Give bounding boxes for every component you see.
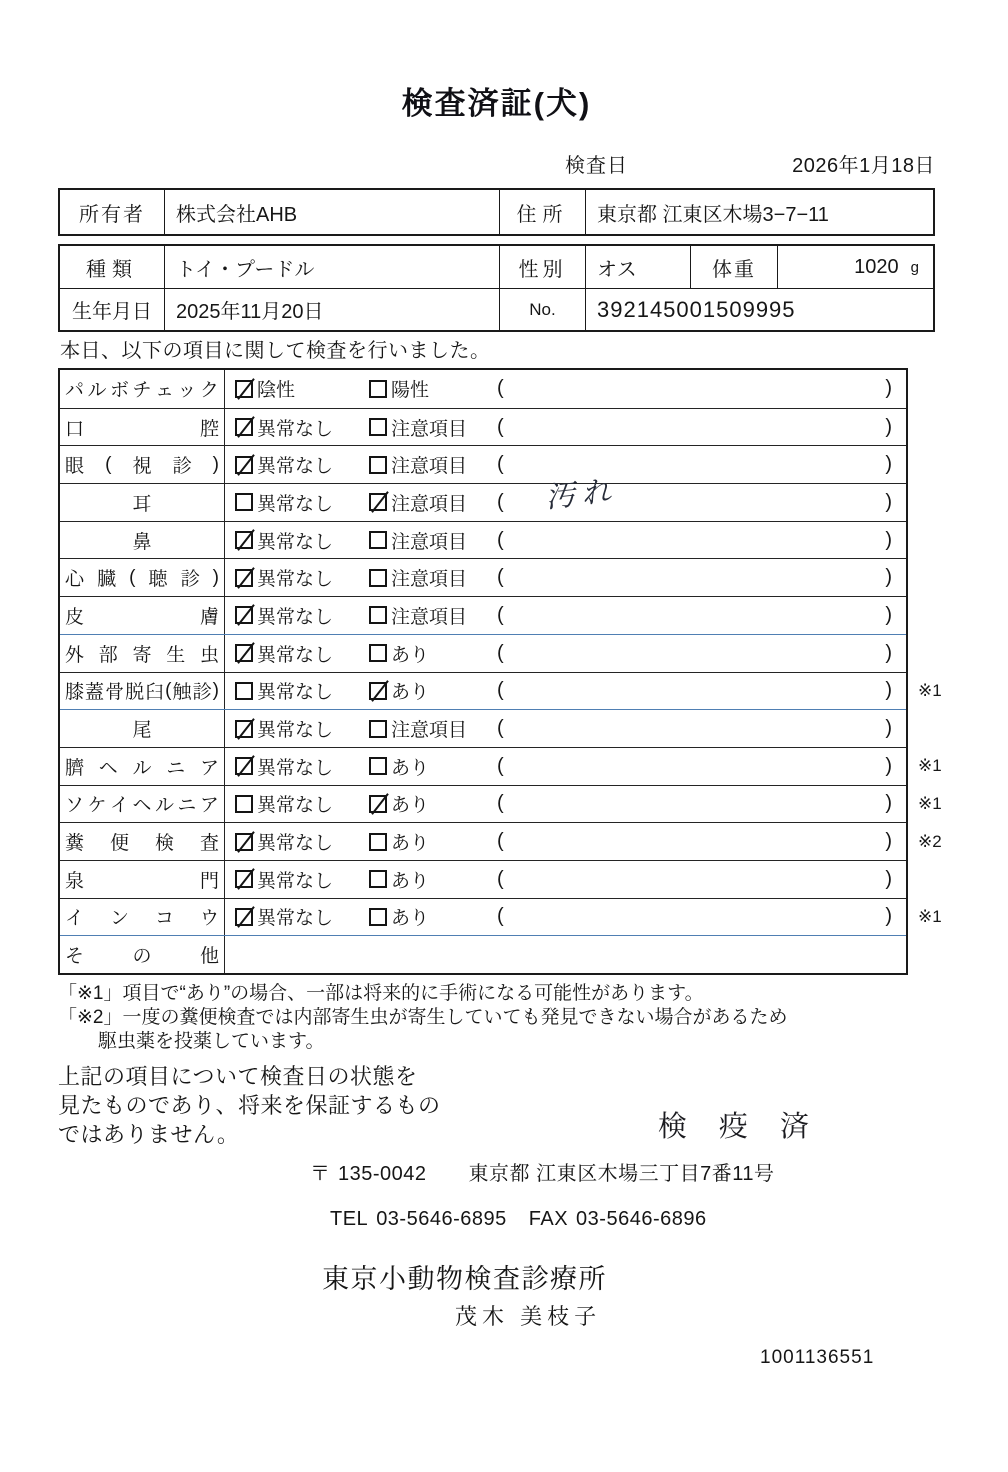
clinic-name: 東京小動物検査診療所: [322, 1264, 607, 1294]
exam-item-label: 泉 門: [60, 861, 225, 898]
serial-number: 1001136551: [760, 1347, 875, 1368]
note-paren-open: (: [497, 717, 504, 740]
option-label: 異常なし: [257, 493, 334, 515]
exam-option-1: [235, 564, 369, 591]
ref-mark: ※1: [918, 906, 942, 926]
disclaimer-line-1: 上記の項目について検査日の状態を: [58, 1064, 418, 1089]
exam-row-content: [225, 899, 906, 936]
exam-row: [60, 558, 906, 596]
checkbox-checked-icon: [369, 795, 387, 813]
veterinarian-name: 茂木 美枝子: [455, 1304, 602, 1329]
option-label: 異常なし: [257, 757, 334, 779]
option-label: 異常なし: [257, 418, 334, 440]
note-paren-open: (: [497, 528, 504, 551]
note-paren-open: (: [497, 566, 504, 589]
exam-option-1: [235, 828, 369, 855]
option-label: 異常なし: [257, 682, 334, 704]
tel-label: TEL: [330, 1208, 369, 1230]
note-paren-open: (: [497, 641, 504, 664]
page-title: 検査済証(犬): [401, 86, 592, 121]
option-label: 異常なし: [257, 795, 334, 817]
option-label: 注意項目: [391, 720, 468, 742]
exam-note-zone: [497, 475, 892, 523]
option-label: あり: [391, 644, 430, 666]
checkbox-unchecked-icon: [369, 757, 387, 775]
note-paren-open: (: [497, 377, 504, 400]
exam-row: [60, 634, 906, 672]
option-label: 異常なし: [257, 606, 334, 628]
quarantine-stamp: 検 疫 済: [657, 1111, 821, 1143]
option-label: 異常なし: [257, 720, 334, 742]
checkbox-unchecked-icon: [369, 606, 387, 624]
checkbox-checked-icon: [235, 908, 253, 926]
exam-option-2: [369, 866, 497, 893]
exam-row-content: [225, 673, 906, 710]
exam-option-2: [369, 903, 497, 930]
exam-row: [60, 785, 942, 823]
exam-note-zone: [497, 868, 892, 891]
exam-row-content: [225, 409, 906, 446]
exam-row-content: [225, 635, 906, 672]
option-label: あり: [391, 870, 430, 892]
exam-row-content: [225, 710, 906, 747]
exam-option-1: [235, 715, 369, 742]
exam-row-content: [225, 861, 906, 898]
ref-mark: ※2: [918, 831, 942, 851]
option-label: あり: [391, 833, 430, 855]
exam-item-label: 心 臓 ( 聴 診 ): [60, 559, 225, 596]
exam-note-zone: [497, 905, 892, 928]
checkbox-unchecked-icon: [369, 531, 387, 549]
clinic-address: 東京都 江東区木場三丁目7番11号: [468, 1163, 775, 1185]
note-paren-close: ): [885, 867, 892, 890]
exam-item-label: 鼻: [60, 522, 225, 559]
owner-label: 所有者: [79, 203, 145, 226]
exam-option-2: [369, 828, 497, 855]
birthdate-value: 2025年11月20日: [164, 289, 499, 330]
pet-table: [58, 244, 935, 332]
note-paren-open: (: [497, 754, 504, 777]
exam-option-1: [235, 489, 369, 516]
weight-cell: [777, 246, 933, 288]
exam-note-zone: [497, 755, 892, 778]
exam-option-2: [369, 375, 497, 402]
exam-row: [60, 370, 906, 408]
exam-note-zone: [497, 416, 892, 439]
owner-address-value: 東京都 江東区木場3−7−11: [585, 190, 933, 234]
exam-option-1: [235, 414, 369, 441]
exam-row-content: [225, 559, 906, 596]
exam-row-content: [225, 370, 906, 408]
exam-row: [60, 822, 942, 860]
note-paren-close: ): [885, 453, 892, 476]
exam-row-content: [225, 936, 906, 973]
exam-note-zone: [497, 529, 892, 552]
owner-name: 株式会社AHB: [164, 190, 499, 234]
note-paren-close: ): [885, 566, 892, 589]
option-label: あり: [391, 908, 430, 930]
option-label: 注意項目: [391, 569, 468, 591]
no-value: 392145001509995: [585, 289, 933, 330]
checkbox-unchecked-icon: [235, 795, 253, 813]
note-paren-open: (: [497, 490, 504, 513]
checkbox-checked-icon: [235, 456, 253, 474]
option-label: 注意項目: [391, 418, 468, 440]
exam-option-1: [235, 677, 369, 704]
exam-option-1: [235, 866, 369, 893]
note-paren-open: (: [497, 905, 504, 928]
exam-row-content: [225, 823, 906, 860]
option-label: 異常なし: [257, 456, 334, 478]
exam-option-2: [369, 677, 497, 704]
checkbox-unchecked-icon: [235, 682, 253, 700]
fax-label: FAX: [528, 1208, 569, 1230]
checkbox-unchecked-icon: [369, 908, 387, 926]
note-paren-open: (: [497, 679, 504, 702]
exam-option-1: [235, 640, 369, 667]
exam-row-content: [225, 475, 906, 521]
checkbox-checked-icon: [235, 644, 253, 662]
note-paren-close: ): [885, 528, 892, 551]
exam-row-content: [225, 597, 906, 634]
exam-option-2: [369, 790, 497, 817]
exam-row: [60, 898, 942, 936]
option-label: 異常なし: [257, 531, 334, 553]
exam-option-1: [235, 753, 369, 780]
postal-code: 135-0042: [338, 1163, 427, 1185]
note-paren-open: (: [497, 453, 504, 476]
exam-option-1: [235, 375, 369, 402]
exam-row: [60, 521, 906, 559]
exam-item-label: イ ン コ ウ: [60, 899, 225, 936]
exam-checklist-table: [58, 368, 942, 975]
exam-row: [60, 475, 906, 521]
note-paren-close: ): [885, 754, 892, 777]
exam-note-zone: [497, 604, 892, 627]
checkbox-unchecked-icon: [369, 418, 387, 436]
exam-option-2: [369, 602, 497, 629]
clinic-tel-line: [58, 1208, 935, 1231]
exam-item-label: 膝 蓋 骨 脱 臼 ( 触 診 ): [60, 673, 225, 710]
ref-mark: ※1: [918, 756, 942, 776]
note-paren-close: ): [885, 905, 892, 928]
handwritten-note: 汚れ: [543, 475, 619, 515]
exam-option-1: [235, 527, 369, 554]
note-paren-open: (: [497, 415, 504, 438]
intro-text: 本日、以下の項目に関して検査を行いました。: [60, 340, 491, 362]
checkbox-checked-icon: [235, 606, 253, 624]
footnote-1: 「※1」項目で“あり”の場合、一部は将来的に手術になる可能性があります。: [58, 983, 704, 1004]
checkbox-unchecked-icon: [235, 493, 253, 511]
exam-note-zone: [497, 566, 892, 589]
note-paren-close: ): [885, 679, 892, 702]
note-paren-open: (: [497, 603, 504, 626]
exam-note-zone: [497, 792, 892, 815]
exam-note-zone: [497, 642, 892, 665]
owner-table: [58, 188, 935, 236]
postal-mark-icon: 〒: [310, 1163, 330, 1185]
sex-value: オス: [585, 246, 690, 288]
option-label: 注意項目: [391, 456, 468, 478]
option-label: 異常なし: [257, 644, 334, 666]
checkbox-checked-icon: [235, 380, 253, 398]
option-label: 陽性: [391, 380, 430, 402]
exam-option-2: [369, 489, 497, 516]
option-label: 注意項目: [391, 493, 468, 515]
option-label: あり: [391, 757, 430, 779]
option-label: 異常なし: [257, 833, 334, 855]
exam-note-zone: [497, 830, 892, 853]
exam-row-content: [225, 522, 906, 559]
tel-number: 03-5646-6895: [376, 1208, 507, 1230]
exam-item-label: 口 腔: [60, 409, 225, 446]
exam-row: [60, 408, 906, 446]
checkbox-unchecked-icon: [369, 380, 387, 398]
exam-item-label: パ ル ボ チ ェ ッ ク: [60, 370, 225, 408]
exam-item-label: 外 部 寄 生 虫: [60, 635, 225, 672]
checkbox-unchecked-icon: [369, 644, 387, 662]
note-paren-close: ): [885, 641, 892, 664]
note-paren-close: ): [885, 490, 892, 513]
exam-note-zone: [497, 377, 892, 400]
exam-row-content: [225, 748, 906, 785]
footnote-2: 「※2」一度の糞便検査では内部寄生虫が寄生していても発見できない場合があるため: [58, 1007, 788, 1028]
note-paren-open: (: [497, 830, 504, 853]
exam-option-1: [235, 903, 369, 930]
exam-option-2: [369, 640, 497, 667]
option-label: あり: [391, 682, 430, 704]
exam-option-1: [235, 451, 369, 478]
option-label: 注意項目: [391, 606, 468, 628]
exam-option-2: [369, 451, 497, 478]
note-paren-open: (: [497, 792, 504, 815]
exam-item-label: 眼 ( 視 診 ): [60, 446, 225, 483]
exam-row: [60, 935, 906, 973]
owner-row: [60, 190, 933, 234]
no-label: No.: [499, 289, 585, 330]
option-label: あり: [391, 795, 430, 817]
exam-item-label: 臍 ヘ ル ニ ア: [60, 748, 225, 785]
exam-item-label: 尾: [60, 710, 225, 747]
disclaimer-line-2: 見たものであり、将来を保証するもの: [58, 1093, 441, 1118]
inspection-date-value: 2026年1月18日: [792, 155, 935, 177]
clinic-postal-line: [58, 1157, 935, 1186]
exam-row: [60, 709, 906, 747]
pet-row-1: [60, 246, 933, 288]
ref-mark: ※1: [918, 680, 942, 700]
checkbox-checked-icon: [235, 569, 253, 587]
pet-row-2: [60, 288, 933, 330]
checkbox-unchecked-icon: [369, 456, 387, 474]
note-paren-close: ): [885, 603, 892, 626]
exam-item-label: 耳: [60, 484, 225, 521]
exam-row: [60, 860, 906, 898]
inspection-date-label: 検査日: [565, 155, 628, 177]
exam-option-1: [235, 790, 369, 817]
exam-row-content: [225, 786, 906, 823]
exam-option-2: [369, 564, 497, 591]
exam-item-label: 糞 便 検 査: [60, 823, 225, 860]
exam-option-2: [369, 527, 497, 554]
exam-item-label: そ の 他: [60, 936, 225, 973]
option-label: 注意項目: [391, 531, 468, 553]
checkbox-checked-icon: [369, 493, 387, 511]
checkbox-checked-icon: [235, 757, 253, 775]
checkbox-unchecked-icon: [369, 569, 387, 587]
checkbox-unchecked-icon: [369, 870, 387, 888]
note-paren-open: (: [497, 867, 504, 890]
footnote-2-continued: 駆虫薬を投薬しています。: [98, 1031, 325, 1052]
sex-label: 性別: [499, 246, 585, 288]
checkbox-checked-icon: [235, 833, 253, 851]
weight-label: 体重: [690, 246, 777, 288]
checkbox-checked-icon: [235, 720, 253, 738]
checkbox-unchecked-icon: [369, 833, 387, 851]
note-paren-close: ): [885, 415, 892, 438]
disclaimer-line-3: ではありません。: [58, 1122, 240, 1147]
checkbox-unchecked-icon: [369, 720, 387, 738]
weight-unit: g: [910, 258, 919, 276]
exam-option-2: [369, 753, 497, 780]
option-label: 異常なし: [257, 870, 334, 892]
note-paren-close: ): [885, 377, 892, 400]
exam-option-2: [369, 414, 497, 441]
breed-value: トイ・プードル: [164, 246, 499, 288]
option-label: 陰性: [257, 380, 296, 402]
breed-label: 種類: [86, 258, 138, 281]
note-paren-close: ): [885, 792, 892, 815]
checkbox-checked-icon: [369, 682, 387, 700]
note-paren-close: ): [885, 830, 892, 853]
note-paren-close: ): [885, 717, 892, 740]
ref-mark: ※1: [918, 793, 942, 813]
fax-number: 03-5646-6896: [576, 1208, 707, 1230]
exam-item-label: 皮 膚: [60, 597, 225, 634]
exam-note-zone: [497, 679, 892, 702]
signature-area: [58, 1062, 935, 1149]
weight-value: 1020: [854, 255, 899, 278]
exam-row: [60, 672, 942, 710]
exam-row: [60, 596, 906, 634]
birthdate-label: 生年月日: [72, 301, 152, 323]
exam-option-2: [369, 715, 497, 742]
exam-note-zone: [497, 717, 892, 740]
option-label: 異常なし: [257, 569, 334, 591]
exam-item-label: ソ ケ イ ヘ ル ニ ア: [60, 786, 225, 823]
checkbox-checked-icon: [235, 870, 253, 888]
checkbox-checked-icon: [235, 418, 253, 436]
inspection-date-row: [58, 149, 935, 175]
exam-row: [60, 747, 942, 785]
checkbox-checked-icon: [235, 531, 253, 549]
owner-address-label: 住所: [499, 190, 585, 234]
option-label: 異常なし: [257, 908, 334, 930]
exam-option-1: [235, 602, 369, 629]
